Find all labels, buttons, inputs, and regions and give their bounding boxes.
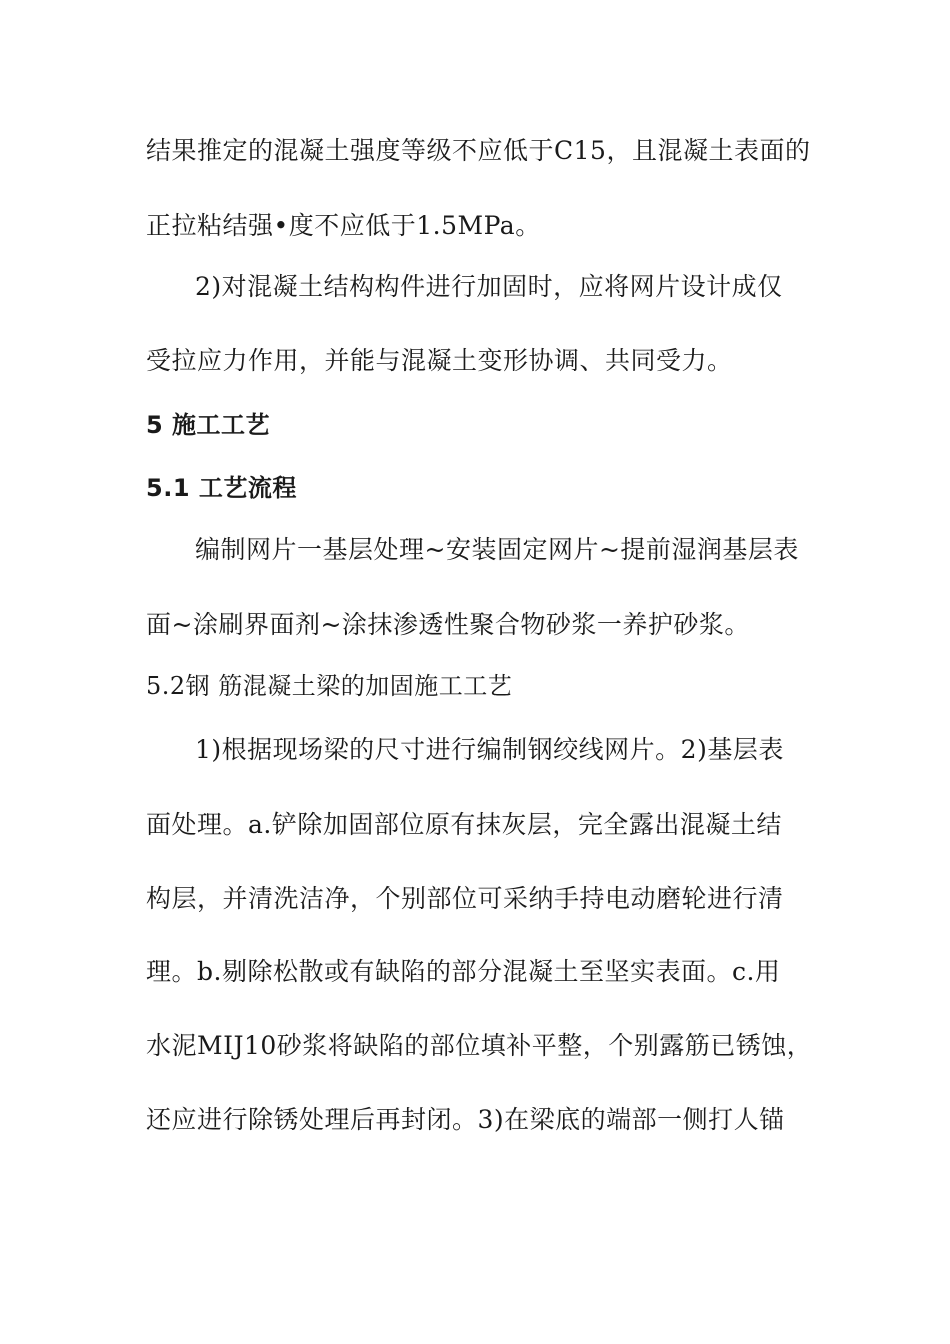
paragraph-line: 正拉粘结强•度不应低于1.5MPa。 (146, 211, 541, 240)
subsection-heading: 5.1 工艺流程 (146, 474, 297, 502)
paragraph-line: 面处理。a.铲除加固部位原有抹灰层，完全露出混凝土结 (146, 810, 782, 839)
paragraph-line: 还应进行除锈处理后再封闭。3)在梁底的端部一侧打人锚 (146, 1105, 785, 1134)
subsection-heading: 5.2钢 筋混凝土梁的加固施工工艺 (146, 672, 513, 700)
paragraph-line: 1)根据现场梁的尺寸进行编制钢绞线网片。2)基层表 (195, 735, 784, 764)
paragraph-line: 2)对混凝土结构构件进行加固时，应将网片设计成仅 (195, 272, 783, 301)
paragraph-line: 受拉应力作用，并能与混凝土变形协调、共同受力。 (146, 346, 733, 375)
paragraph-line: 构层，并清洗洁净，个别部位可采纳手持电动磨轮进行清 (146, 884, 784, 913)
paragraph-line: 面~涂刷界面剂~涂抹渗透性聚合物砂浆一养护砂浆。 (146, 610, 750, 639)
paragraph-line: 水泥MIJ10砂浆将缺陷的部位填补平整，个别露筋已锈蚀， (146, 1031, 813, 1060)
section-heading: 5 施工工艺 (146, 411, 271, 439)
paragraph-line: 结果推定的混凝土强度等级不应低于C15，且混凝土表面的 (146, 136, 811, 165)
paragraph-line: 编制网片一基层处理~安装固定网片~提前湿润基层表 (195, 535, 799, 564)
paragraph-line: 理。b.剔除松散或有缺陷的部分混凝土至坚实表面。c.用 (146, 957, 781, 986)
